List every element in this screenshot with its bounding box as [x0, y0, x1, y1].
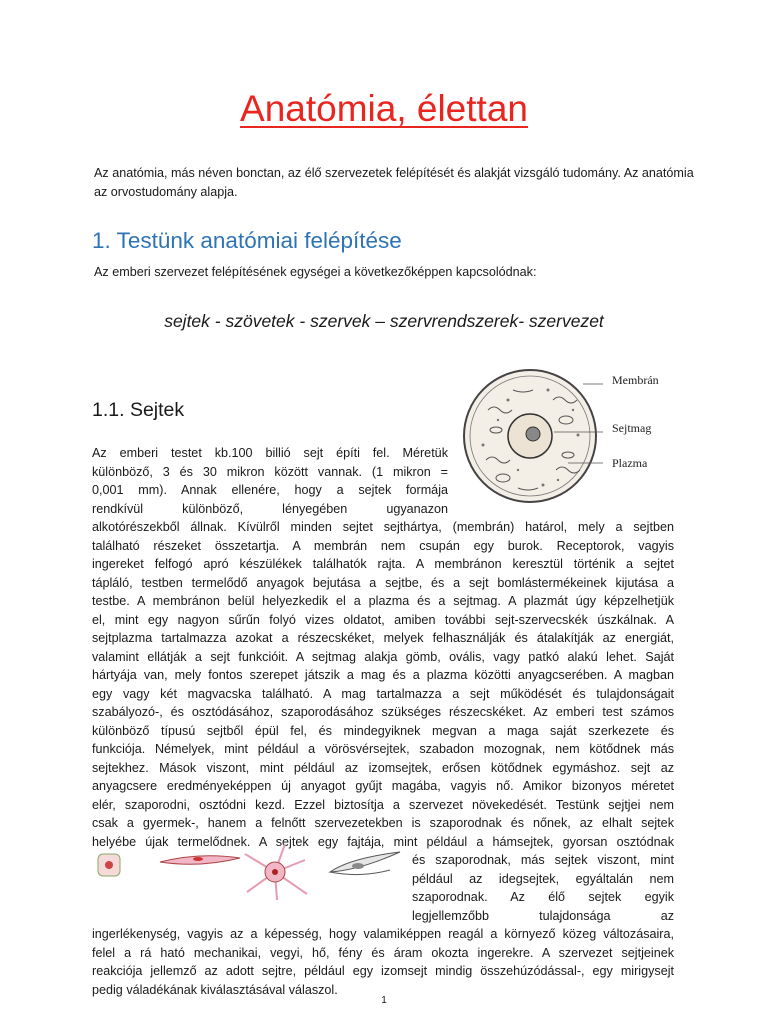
cell-types-illustration [90, 842, 410, 902]
hierarchy-chain: sejtek - szövetek - szervek – szervrendszerek- szervezet [164, 311, 604, 331]
body-line: csak a gyermek-, hanem a felnőtt szervezetekben is szaporodnak és nőnek, az elhalt sejtek [92, 816, 674, 830]
body-line-side: például az idegsejtek, egyáltalán nem [412, 871, 674, 886]
body-line: szabályozó-, és osztódásához, szaporodásához szükséges részecskéket. Az emberi test számos [92, 705, 674, 719]
body-line: különböző, 3 és 30 mikron között vannak. (1 mikron = [92, 464, 448, 479]
cell-diagram [458, 360, 678, 510]
body-line: egy vagy két magvacska található. A mag tartalmazza a sejt működését és tulajdonságait [92, 686, 674, 701]
label-plazma: Plazma [612, 456, 648, 470]
body-line: tápláló, testben termelődő anyagok bejutása a sejtbe, és a sejt bomlástermékeinek kijutása a [92, 575, 674, 590]
label-membran: Membrán [612, 373, 659, 387]
body-line: anyagcsere eredményeképpen új anyagot gyűjt magába, vagyis nő. Amikor bizonyos méretet [92, 779, 674, 793]
label-sejtmag: Sejtmag [612, 421, 652, 435]
body-line: rendkívül különböző, lényegében ugyanazon [92, 501, 448, 516]
body-line: ingereket felfogó apró készülékek találhatók rajta. A membránon keresztül történik a sejtet [92, 557, 674, 571]
body-line: testbe. A membránon belül helyezkedik el a plazma és a sejtmag. A plazmát úgy képzelhetjük [92, 594, 674, 608]
body-line: sejtekhez. Mások viszont, mint például az izomsejtek, erősen kötődnek egymáshoz. sejt az [92, 760, 674, 775]
body-line: Az emberi testet kb.100 billió sejt építi fel. Méretük [92, 446, 448, 460]
page-title: Anatómia, élettan [240, 88, 528, 129]
body-line: 0,001 mm). Annak ellenére, hogy a sejtek formája [92, 483, 448, 497]
body-line: elér, szaporodni, osztódni kezd. Ezzel biztosítja a szervezet növekedését. Testünk sejtjei nem [92, 797, 674, 812]
body-line: reakciója jellemző az adott sejtre, például egy izomsejt mindig összehúzódással-, egy mirigysejt [92, 964, 674, 978]
intro-paragraph: Az anatómia, más néven bonctan, az élő szervezetek felépítését és alakját vizsgáló tudomány. Az anatómia az orvostudomány alapja. [94, 166, 694, 199]
body-line: pedig váladékának kiválasztásával válaszol. [92, 982, 338, 997]
section-heading: 1. Testünk anatómiai felépítése [92, 228, 402, 253]
page-number: 1 [381, 995, 387, 1006]
body-line-side: szaporodnak. Az élő sejtek egyik [412, 890, 674, 904]
body-line: helyébe újak termelődnek. A sejtek egy fajtája, mint például a hámsejtek, gyorsan osztódnak [92, 834, 674, 849]
body-line-side: legjellemzőbb tulajdonsága az [412, 908, 674, 923]
body-line: sejtplazma tartalmazza azokat a részecskéket, melyek felhasználják és átalakítják az energiát, [92, 631, 674, 645]
body-line: ingerlékenység, vagyis az a képesség, hogy valamiképpen reagál a környező közeg változásaira, [92, 927, 674, 941]
body-line: különböző típusú sejtből épül fel, és mindegyiknek megvan a maga saját szerkezete és [92, 723, 674, 738]
body-line: található részeket összetartja. A membrán nem csupán egy burok. Receptorok, vagyis [92, 538, 674, 553]
body-line: hártyája van, mely fontos szerepet játszik a mag és a plazma közötti anyagcserében. A magban [92, 668, 674, 682]
body-line: funkciója. Némelyek, mint például a vörösvérsejtek, szabadon mozognak, nem kötődnek más [92, 742, 674, 756]
body-line: valamint ellátják a sejt funkcióit. A sejtmag alakja gömb, ovális, vagy patkó alakú lehet. Saját [92, 649, 674, 664]
body-line: felel a rá ható mechanikai, vegyi, hő, fény és áram okozta ingerekre. A szervezet sejtjeinek [92, 945, 674, 960]
subsection-heading: 1.1. Sejtek [92, 399, 185, 421]
body-line: el, mint egy nagyon sűrűn folyó vizes oldatot, amiben további sejt-szervecskék úszkálnak. A [92, 612, 674, 627]
body-line: alkotórészekből állnak. Kívülről minden sejtet sejthártya, (membrán) határol, mely a sejtben [92, 520, 674, 534]
lead-paragraph: Az emberi szervezet felépítésének egységei a következőképpen kapcsolódnak: [94, 265, 537, 279]
body-line-side: és szaporodnak, más sejtek viszont, mint [412, 853, 674, 867]
